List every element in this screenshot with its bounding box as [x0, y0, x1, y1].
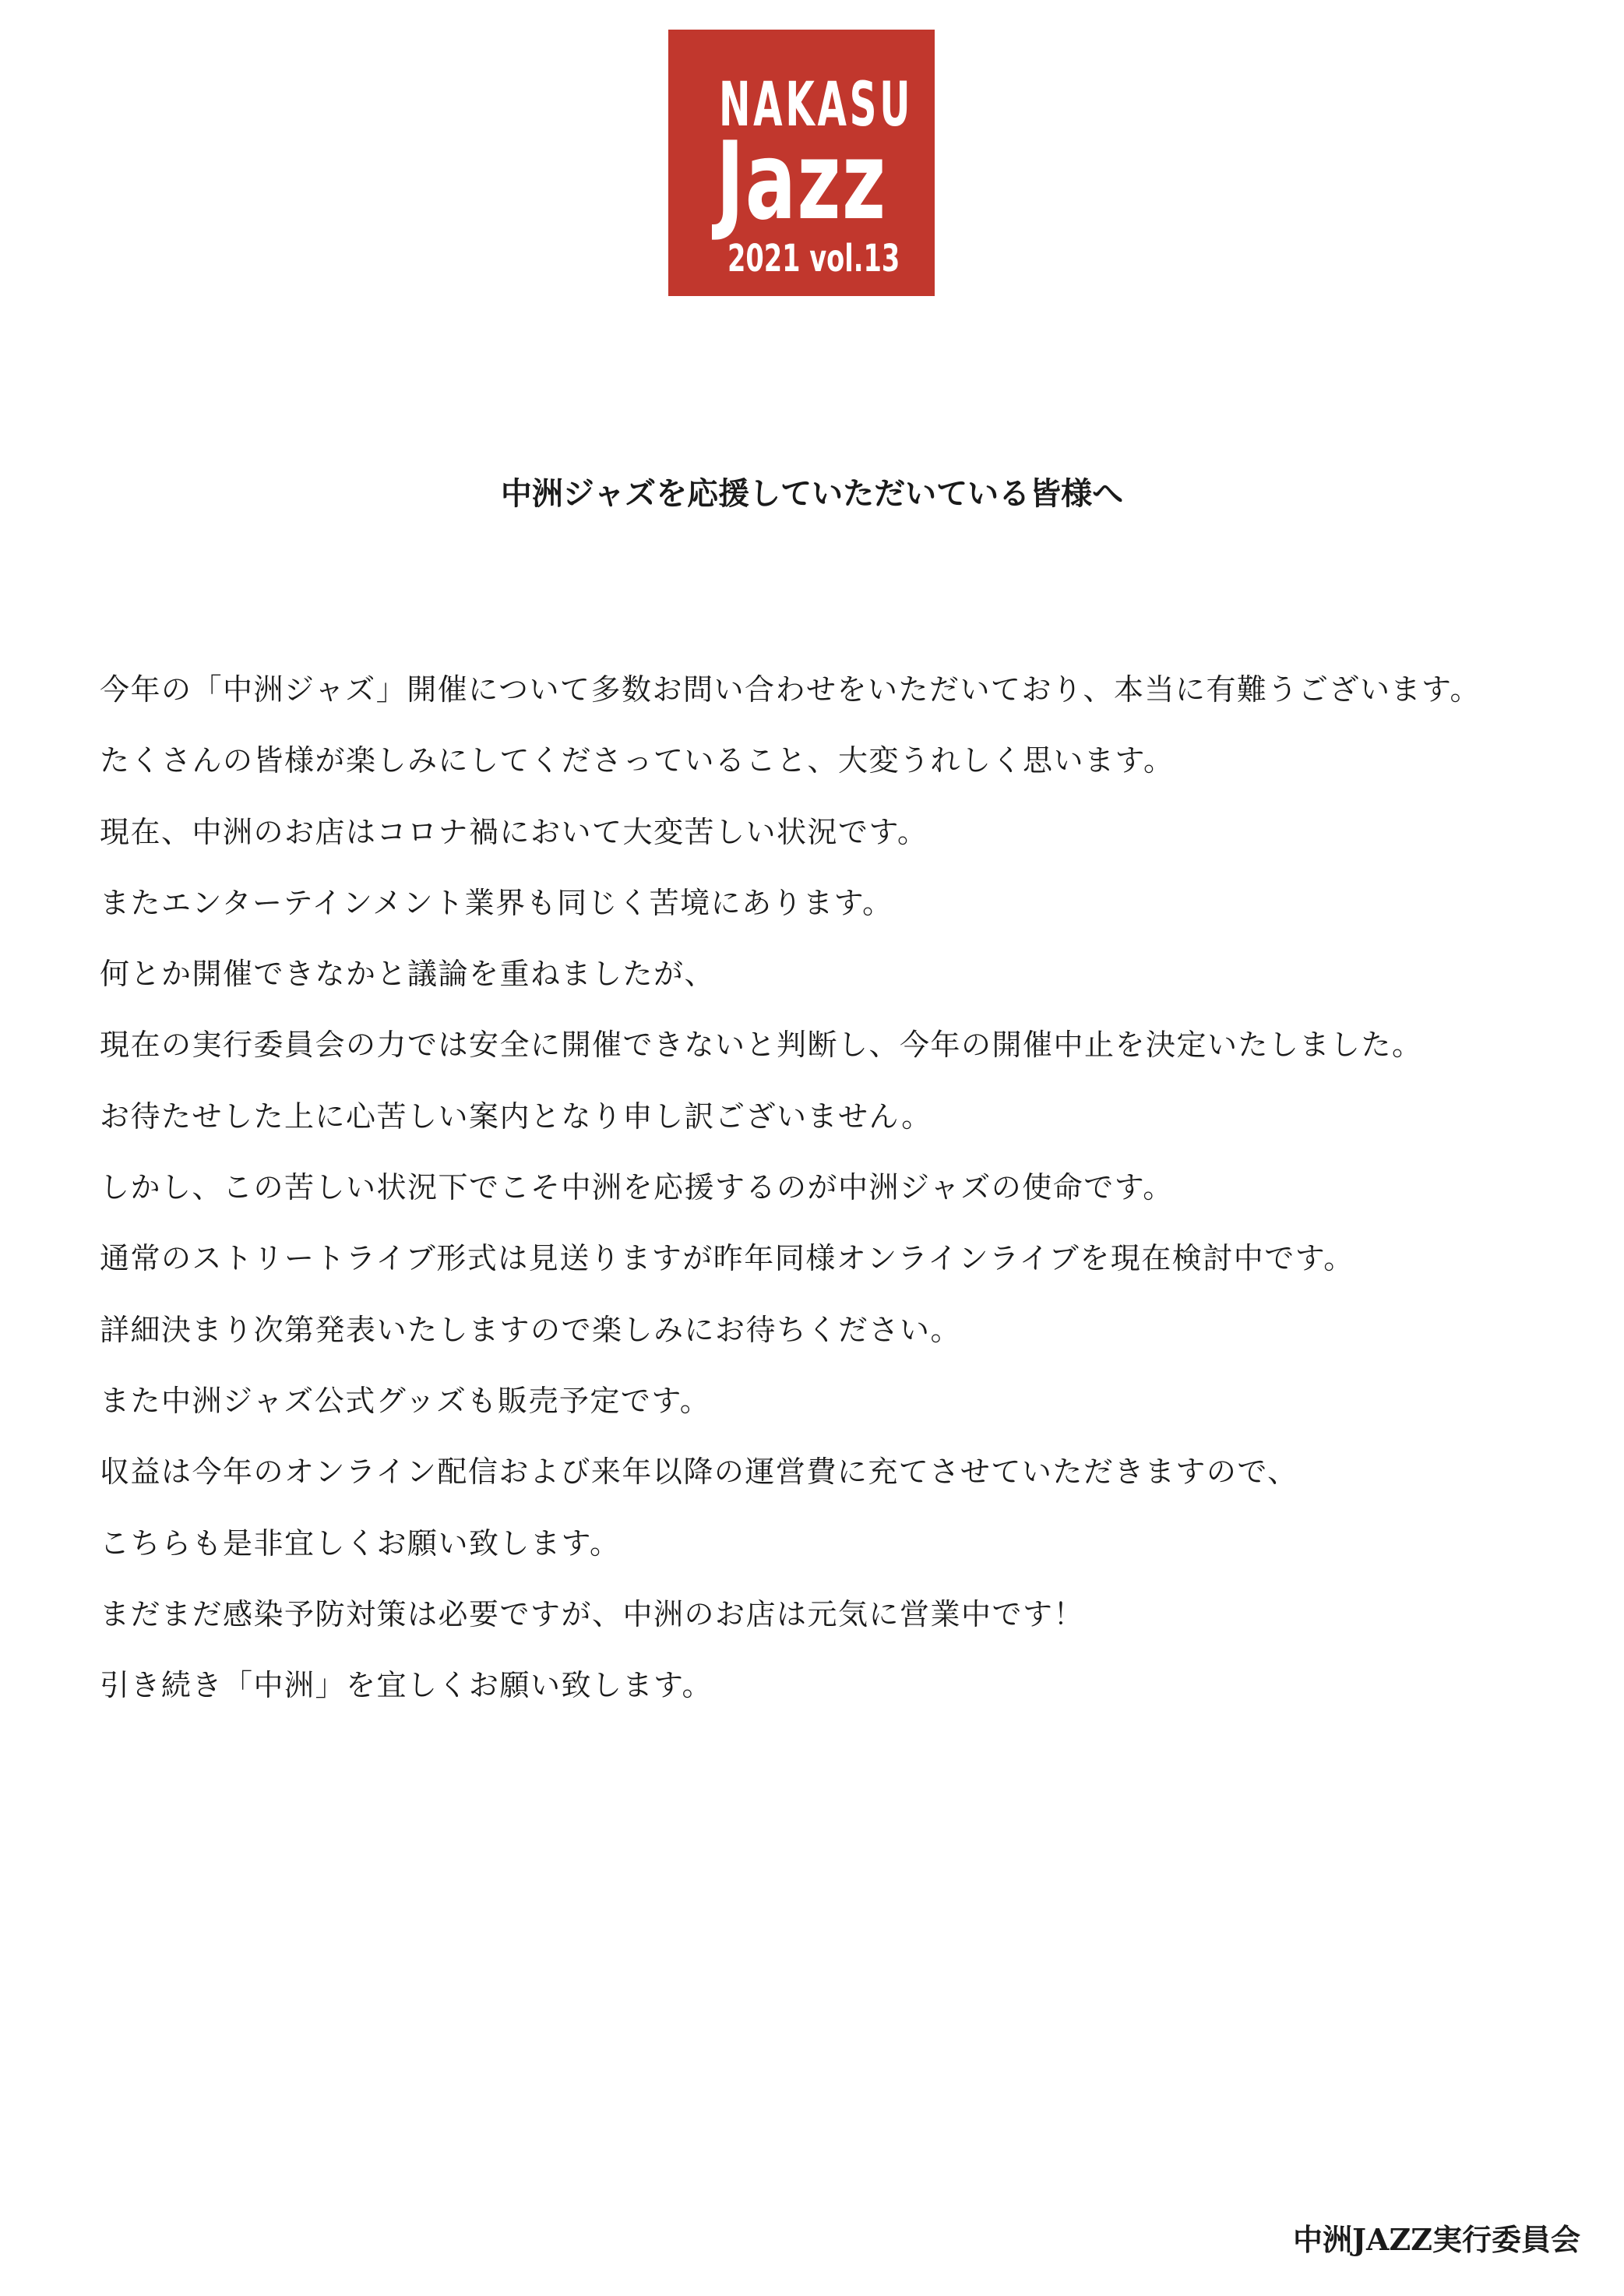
body-line: しかし、この苦しい状況下でこそ中洲を応援するのが中洲ジャズの使命です。	[100, 1170, 1174, 1205]
logo-edition: 2021 vol.13	[727, 237, 900, 280]
body-line: まだまだ感染予防対策は必要ですが、中洲のお店は元気に営業中です！	[100, 1596, 1085, 1631]
body-line: こちらも是非宜しくお願い致します。	[100, 1525, 621, 1561]
body-line: またエンターテインメント業界も同じく苦境にあります。	[100, 885, 893, 920]
logo-wordmark-jazz: Jazz	[716, 118, 887, 244]
body-line: 何とか開催できなかと議論を重ねましたが、	[100, 957, 716, 992]
body-line: たくさんの皆様が楽しみにしてくださっていること、大変うれしく思います。	[100, 743, 1175, 778]
body-line: 引き続き「中洲」を宜しくお願い致します。	[100, 1668, 713, 1703]
body-line: 詳細決まり次第発表いたしますので楽しみにお待ちください。	[100, 1312, 962, 1347]
body-line: 現在、中洲のお店はコロナ禍において大変苦しい状況です。	[100, 814, 928, 849]
body-line: 収益は今年のオンライン配信および来年以降の運営費に充てさせていただきますので、	[100, 1455, 1298, 1490]
body-line: 今年の「中洲ジャズ」開催について多数お問い合わせをいただいており、本当に有難うございます。	[100, 672, 1481, 707]
nakasu-jazz-logo	[668, 30, 935, 296]
body-line: 通常のストリートライブ形式は見送りますが昨年同様オンラインライブを現在検討中です。	[100, 1241, 1355, 1276]
body-line: お待たせした上に心苦しい案内となり申し訳ございません。	[100, 1099, 932, 1134]
signature: 中洲JAZZ実行委員会	[1293, 2222, 1580, 2257]
letter-heading: 中洲ジャズを応援していただいている皆様へ	[500, 476, 1124, 512]
letter-body	[100, 672, 1580, 1741]
body-line: また中洲ジャズ公式グッズも販売予定です。	[100, 1383, 711, 1418]
body-line: 現在の実行委員会の力では安全に開催できないと判断し、今年の開催中止を決定いたしました。	[100, 1028, 1423, 1063]
logo-wordmark-nakasu: NAKASU	[718, 70, 914, 140]
